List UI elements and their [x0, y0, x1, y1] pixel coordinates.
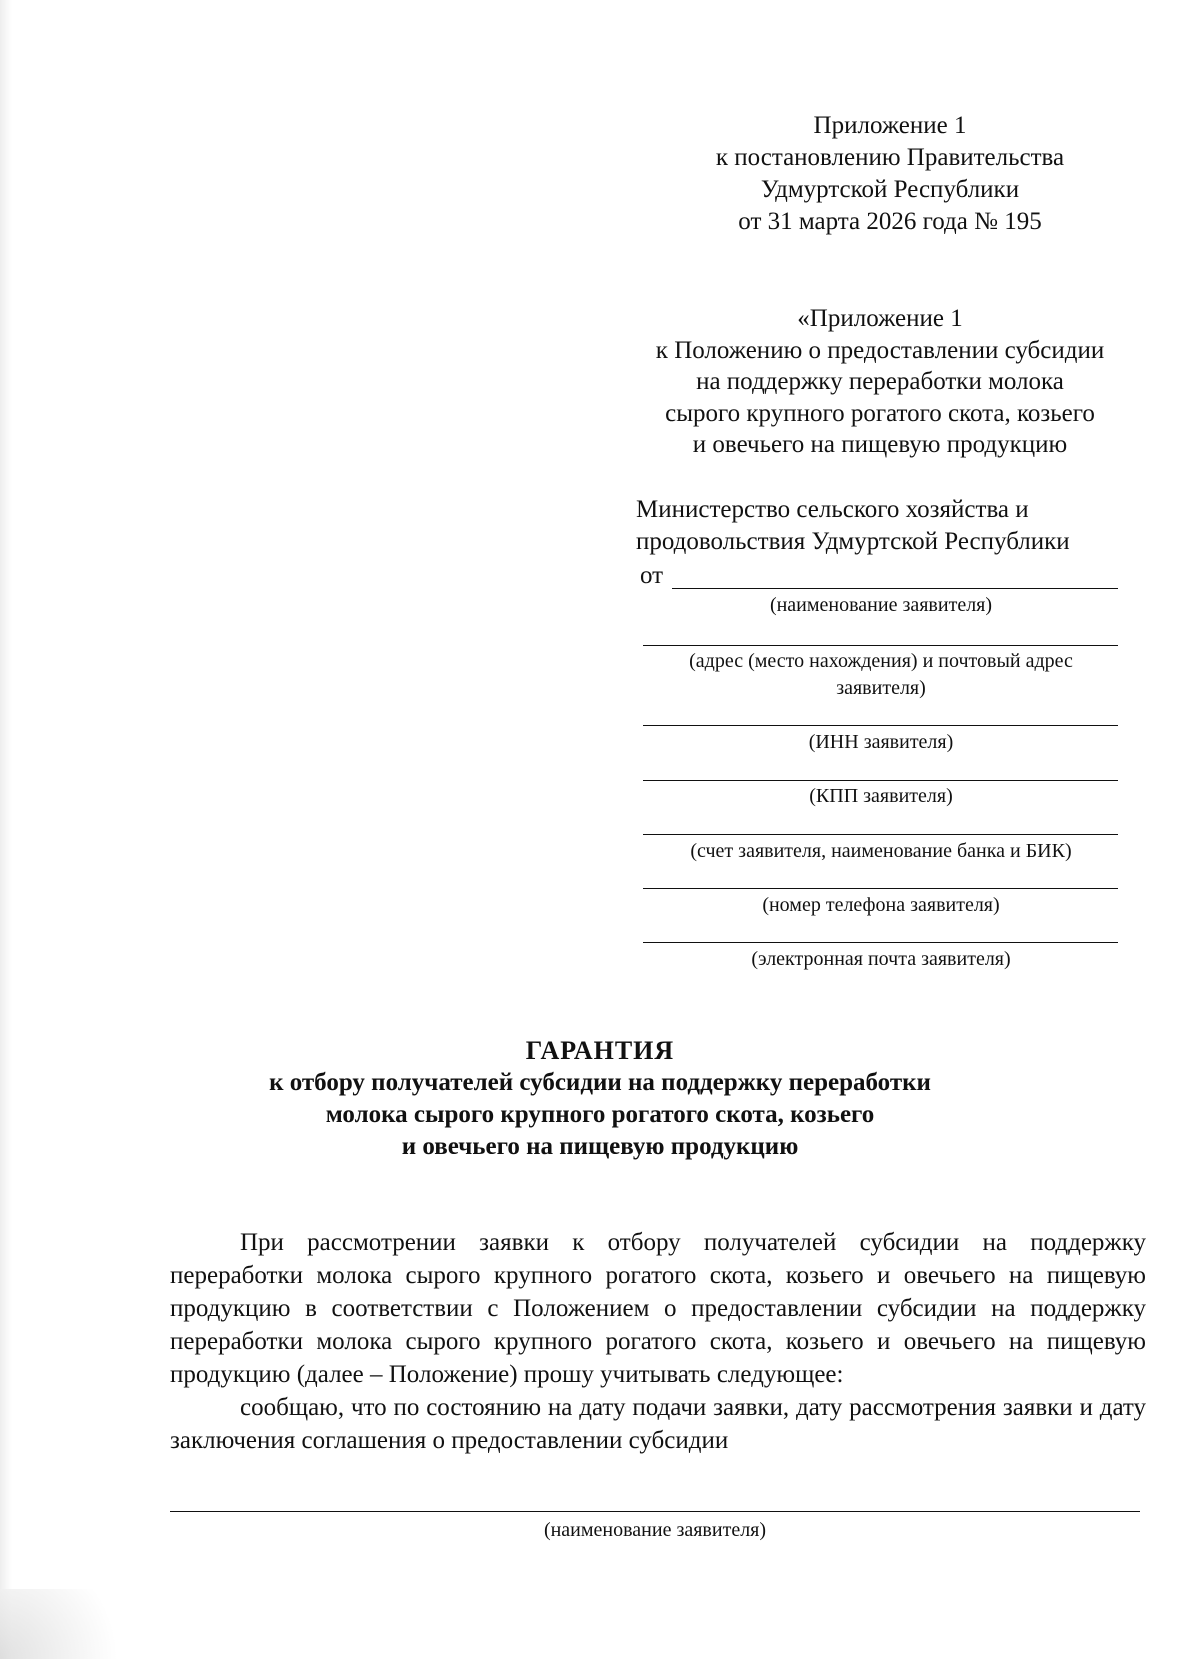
document-title — [0, 1035, 1200, 1163]
approval-line-3: Удмуртской Республики — [760, 176, 1020, 203]
approval-line-2: к постановлению Правительства — [715, 144, 1065, 171]
scan-edge-shadow — [0, 0, 12, 1659]
title-line-3: и овечьего на пищевую продукцию — [401, 1133, 799, 1160]
bank-account-caption: (счет заявителя, наименование банка и БИК) — [690, 840, 1072, 862]
appendix-line-1: «Приложение 1 — [797, 305, 963, 332]
approval-line-1: Приложение 1 — [813, 112, 967, 139]
approval-line-4: от 31 марта 2026 года № 195 — [738, 208, 1042, 235]
appendix-header — [600, 303, 1160, 461]
approval-header — [640, 110, 1140, 238]
addressee-line-2: продовольствия Удмуртской Республики — [636, 527, 1070, 555]
addressee — [636, 494, 1156, 557]
scan-corner-shadow — [0, 1589, 140, 1659]
applicant-name-caption: (наименование заявителя) — [769, 594, 993, 616]
address-caption — [636, 648, 1126, 702]
body-paragraph-1: При рассмотрении заявки к отбору получателей субсидии на поддержку переработки молока сырого крупного рогатого скота, козьего и овечьего на пищевую продукцию в соответствии с Положением о предоставлении субсидии на поддержку переработки молока сырого крупного рогатого скота, козьего и овечьего на пищевую продукцию (далее – Положение) прошу учитывать следующее: — [170, 1229, 1146, 1388]
title-line-2: молока сырого крупного рогатого скота, козьего — [325, 1101, 875, 1128]
title-line-1: к отбору получателей субсидии на поддержку переработки — [269, 1069, 931, 1096]
applicant-signature-line — [170, 1511, 1140, 1512]
phone-line — [643, 888, 1118, 889]
address-caption-line-1: (адрес (место нахождения) и почтовый адрес — [689, 650, 1073, 672]
phone-caption: (номер телефона заявителя) — [762, 894, 1000, 916]
email-caption: (электронная почта заявителя) — [751, 948, 1011, 970]
bank-account-line — [643, 834, 1118, 835]
email-line — [643, 942, 1118, 943]
document-body — [170, 1226, 1146, 1457]
applicant-name-line — [672, 588, 1118, 589]
appendix-line-5: и овечьего на пищевую продукцию — [692, 431, 1068, 458]
applicant-signature-caption: (наименование заявителя) — [543, 1519, 767, 1541]
applicant-name-row — [636, 561, 1126, 591]
from-label: от — [640, 562, 664, 589]
address-line — [643, 645, 1118, 646]
appendix-line-2: к Положению о предоставлении субсидии — [655, 336, 1105, 364]
addressee-line-1: Министерство сельского хозяйства и — [636, 496, 1029, 523]
kpp-caption: (КПП заявителя) — [809, 785, 953, 807]
address-caption-line-2: заявителя) — [836, 677, 926, 699]
kpp-line — [643, 780, 1118, 781]
inn-line — [643, 725, 1118, 726]
title-heading: ГАРАНТИЯ — [525, 1036, 675, 1065]
appendix-line-3: на поддержку переработки молока — [696, 368, 1064, 395]
inn-caption: (ИНН заявителя) — [808, 731, 954, 753]
appendix-line-4: сырого крупного рогатого скота, козьего — [665, 399, 1095, 427]
body-paragraph-2: сообщаю, что по состоянию на дату подачи заявки, дату рассмотрения заявки и дату заключения соглашения о предоставлении субсидии — [170, 1394, 1146, 1454]
